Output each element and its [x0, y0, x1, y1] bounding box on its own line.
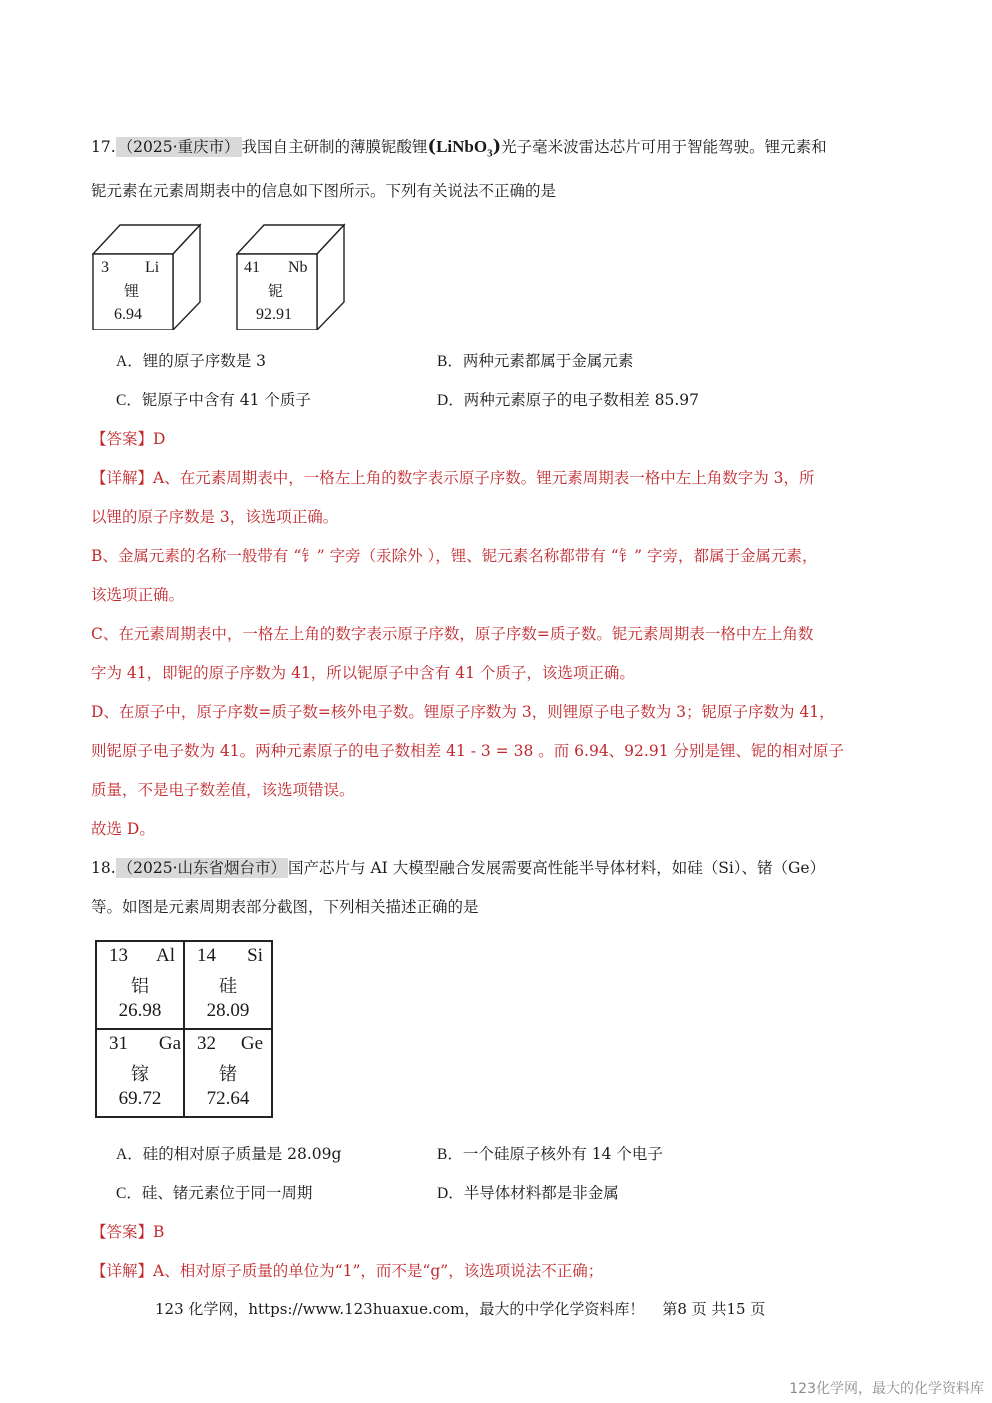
q17-stem-line1: [91, 136, 827, 164]
element-cell-si: [184, 941, 272, 1029]
element-number: 31: [109, 1033, 128, 1054]
answer-value: D: [153, 430, 166, 448]
option-text: 硅、锗元素位于同一周期: [141, 1184, 313, 1202]
option-letter: B．: [437, 353, 463, 370]
element-number: 3: [101, 259, 109, 276]
q17-explanation-line: C、在元素周期表中，一格左上角的数字表示原子序数，原子序数=质子数。铌元素周期表一格中左上角数: [91, 625, 814, 643]
element-cube-nb: [236, 222, 348, 330]
q17-option-c[interactable]: [116, 389, 311, 412]
q17-number: 17.: [91, 138, 116, 156]
formula-open-paren: (: [427, 136, 437, 157]
q17-stem-text-after: 光子毫米波雷达芯片可用于智能驾驶。锂元素和: [501, 138, 827, 156]
element-name: 锗: [219, 1064, 237, 1085]
explanation-text: A、相对原子质量的单位为“1”，而不是“g”，该选项说法不正确；: [153, 1262, 604, 1280]
q18-answer: [91, 1221, 164, 1243]
watermark: 123化学网，最大的化学资料库: [789, 1381, 984, 1397]
q18-option-a[interactable]: [116, 1143, 341, 1166]
explanation-label: 【详解】: [91, 469, 154, 487]
element-mass: 72.64: [206, 1088, 250, 1109]
option-text: 两种元素都属于金属元素: [462, 352, 634, 370]
option-text: 一个硅原子核外有 14 个电子: [462, 1145, 663, 1163]
element-name: 镓: [131, 1064, 149, 1085]
q17-option-b[interactable]: [437, 350, 633, 373]
element-cell-al: [96, 941, 184, 1029]
q17-explanation-line: 则铌原子电子数为 41。两种元素原子的电子数相差 41 - 3 = 38 。而 6.94、92.91 分别是锂、铌的相对原子: [91, 742, 844, 760]
footer-site-text: 123 化学网，https://www.123huaxue.com，最大的中学化学资料库！: [155, 1300, 645, 1318]
page-footer: [155, 1298, 765, 1319]
q18-option-d[interactable]: [437, 1182, 619, 1205]
q17-answer: [91, 428, 165, 450]
element-symbol: Nb: [288, 259, 308, 276]
q18-option-b[interactable]: [437, 1143, 663, 1166]
formula-subscript: 3: [487, 147, 493, 160]
q17-stem-text: 我国自主研制的薄膜铌酸锂: [241, 138, 428, 156]
q17-source-tag: （2025·重庆市）: [117, 138, 240, 156]
element-number: 41: [244, 259, 260, 276]
q18-source-tag: （2025·山东省烟台市）: [117, 859, 287, 877]
answer-value: B: [153, 1223, 165, 1241]
q17-stem-line2: 铌元素在元素周期表中的信息如下图所示。下列有关说法不正确的是: [91, 182, 557, 200]
option-letter: B．: [437, 1146, 463, 1163]
formula-close-paren: ): [492, 136, 502, 157]
option-letter: A．: [116, 1146, 143, 1163]
element-cell-ga: [96, 1029, 184, 1117]
chemical-formula: [436, 137, 493, 160]
q18-number: 18.: [91, 859, 116, 877]
element-name: 铝: [131, 976, 149, 997]
element-cell-ge: [184, 1029, 272, 1117]
q17-option-d[interactable]: [437, 389, 699, 412]
q17-explanation-line: [91, 467, 815, 489]
element-mass: 26.98: [118, 1000, 162, 1021]
q17-explanation-line: B、金属元素的名称一般带有 “钅” 字旁（汞除外 ），锂、铌元素名称都带有 “钅” 字旁，都属于金属元素，: [91, 547, 818, 565]
formula-main: LiNbO: [436, 137, 488, 156]
q17-explanation-line: 以锂的原子序数是 3，该选项正确。: [91, 508, 339, 526]
q17-conclusion: 故选 D。: [91, 820, 155, 838]
periodic-table-excerpt: [95, 940, 273, 1118]
answer-label: 【答案】: [91, 1223, 154, 1241]
element-name: 硅: [219, 976, 237, 997]
answer-label: 【答案】: [91, 430, 154, 448]
option-letter: D．: [437, 392, 464, 409]
option-text: 铌原子中含有 41 个质子: [141, 391, 311, 409]
q17-explanation-line: 该选项正确。: [91, 586, 185, 604]
element-name: 锂: [124, 282, 140, 300]
element-mass: 28.09: [206, 1000, 250, 1021]
q18-stem-line1: [91, 857, 825, 879]
option-letter: D．: [437, 1185, 464, 1202]
explanation-text: A、在元素周期表中，一格左上角的数字表示原子序数。锂元素周期表一格中左上角数字为 3，所: [153, 469, 815, 487]
option-letter: C．: [116, 392, 142, 409]
q17-explanation-line: 字为 41，即铌的原子序数为 41，所以铌原子中含有 41 个质子，该选项正确。: [91, 664, 635, 682]
page-number: 第8 页 共15 页: [662, 1300, 766, 1318]
option-letter: C．: [116, 1185, 142, 1202]
option-text: 锂的原子序数是 3: [142, 352, 266, 370]
option-text: 硅的相对原子质量是 28.09g: [142, 1145, 342, 1163]
explanation-label: 【详解】: [91, 1262, 154, 1280]
q18-stem-text: 国产芯片与 AI 大模型融合发展需要高性能半导体材料，如硅（Si）、锗（Ge）: [288, 859, 826, 877]
element-cube-li: [92, 222, 204, 330]
q17-option-a[interactable]: [116, 350, 266, 373]
element-name: 铌: [268, 282, 284, 300]
element-symbol: Ga: [158, 1033, 181, 1054]
element-symbol: Ge: [240, 1033, 263, 1054]
element-mass: 6.94: [114, 306, 142, 323]
element-number: 32: [197, 1033, 216, 1054]
element-number: 14: [197, 945, 216, 966]
option-text: 半导体材料都是非金属: [463, 1184, 619, 1202]
element-mass: 69.72: [118, 1088, 162, 1109]
element-mass: 92.91: [256, 306, 292, 323]
option-text: 两种元素原子的电子数相差 85.97: [463, 391, 700, 409]
element-symbol: Al: [156, 945, 175, 966]
q17-explanation-line: 质量，不是电子数差值，该选项错误。: [91, 781, 355, 799]
q18-option-c[interactable]: [116, 1182, 312, 1205]
element-symbol: Si: [247, 945, 263, 966]
q18-stem-line2: 等。如图是元素周期表部分截图，下列相关描述正确的是: [91, 898, 479, 916]
q18-explanation-line: [91, 1260, 603, 1282]
element-symbol: Li: [145, 259, 160, 276]
element-number: 13: [109, 945, 128, 966]
option-letter: A．: [116, 353, 143, 370]
q17-explanation-line: D、在原子中，原子序数=质子数=核外电子数。锂原子序数为 3，则锂原子电子数为 3；铌原子序数为 41，: [91, 703, 835, 721]
